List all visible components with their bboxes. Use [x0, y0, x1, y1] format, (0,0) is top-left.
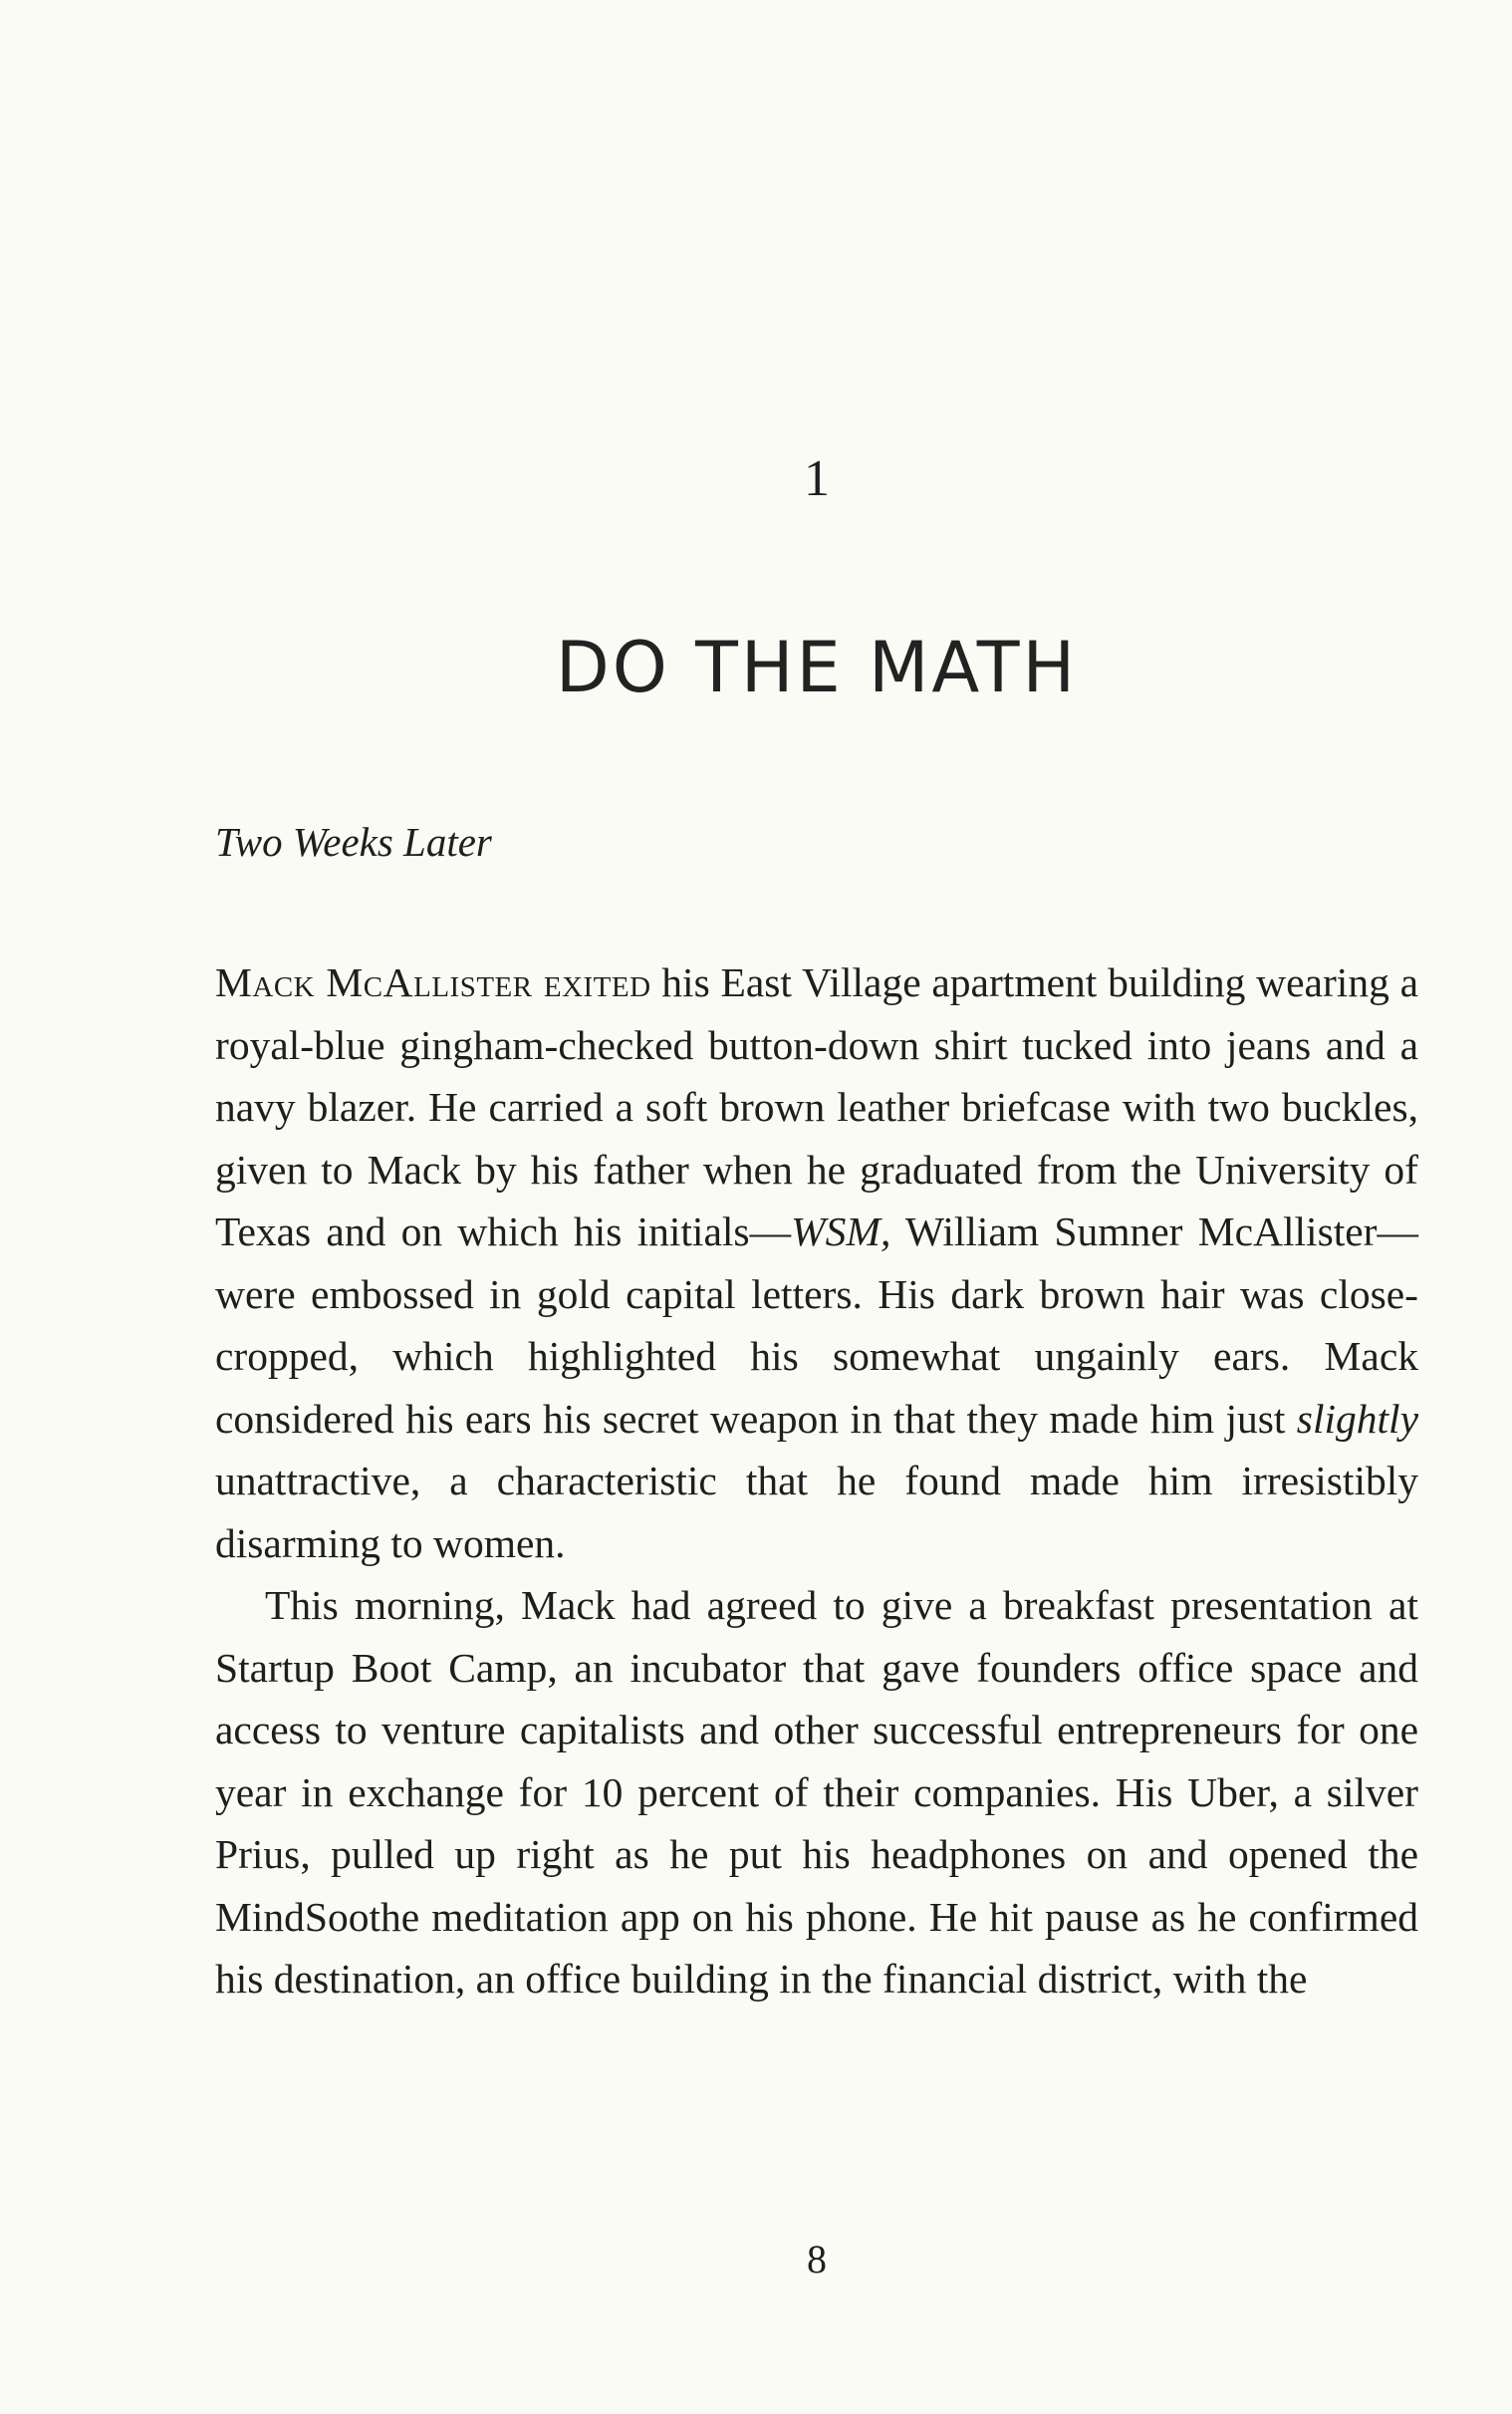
- paragraph-2: This morning, Mack had agreed to give a breakfast presentation at Startup Boot Camp, an incubator that gave founders office space and access to venture capitalists and other successful entrepreneurs for one year in exchange for 10 percent of their companies. His Uber, a silver Prius, pulled up right as he put his headphones on and opened the MindSoothe meditation app on his phone. He hit pause as he confirmed his destination, an office building in the financial district, with the: [215, 1582, 1418, 2002]
- chapter-title: DO THE MATH: [555, 627, 1079, 708]
- body-text: [215, 951, 1418, 2011]
- emphasis-italic: slightly: [1296, 1395, 1418, 1442]
- chapter-subtitle: Two Weeks Later: [215, 819, 492, 865]
- paragraph-1-text-a: his East Village apartment building wearing a royal-blue gingham-checked button-down shirt tucked into jeans and a navy blazer. He carried a soft brown leather briefcase with two buckles, given to Mack by his father when he graduated from the University of Texas and on which his initials—: [215, 959, 1419, 1254]
- paragraph-1-text-b: William Sumner McAllister—were embossed in gold capital letters. His dark brown hair was close-cropped, which highlighted his somewhat ungainly ears. Mack considered his ears his secret weapon in that they made him just: [215, 1208, 1419, 1442]
- paragraph-1-text-c: unattractive, a characteristic that he found made him irresistibly disarming to women.: [215, 1458, 1418, 1566]
- paragraph-1: [215, 951, 1418, 1574]
- chapter-number: 1: [804, 450, 830, 507]
- page-number: 8: [807, 2237, 827, 2281]
- initials-italic: WSM,: [791, 1208, 891, 1254]
- lead-in-small-caps: Mack McAllister exited: [215, 959, 651, 1005]
